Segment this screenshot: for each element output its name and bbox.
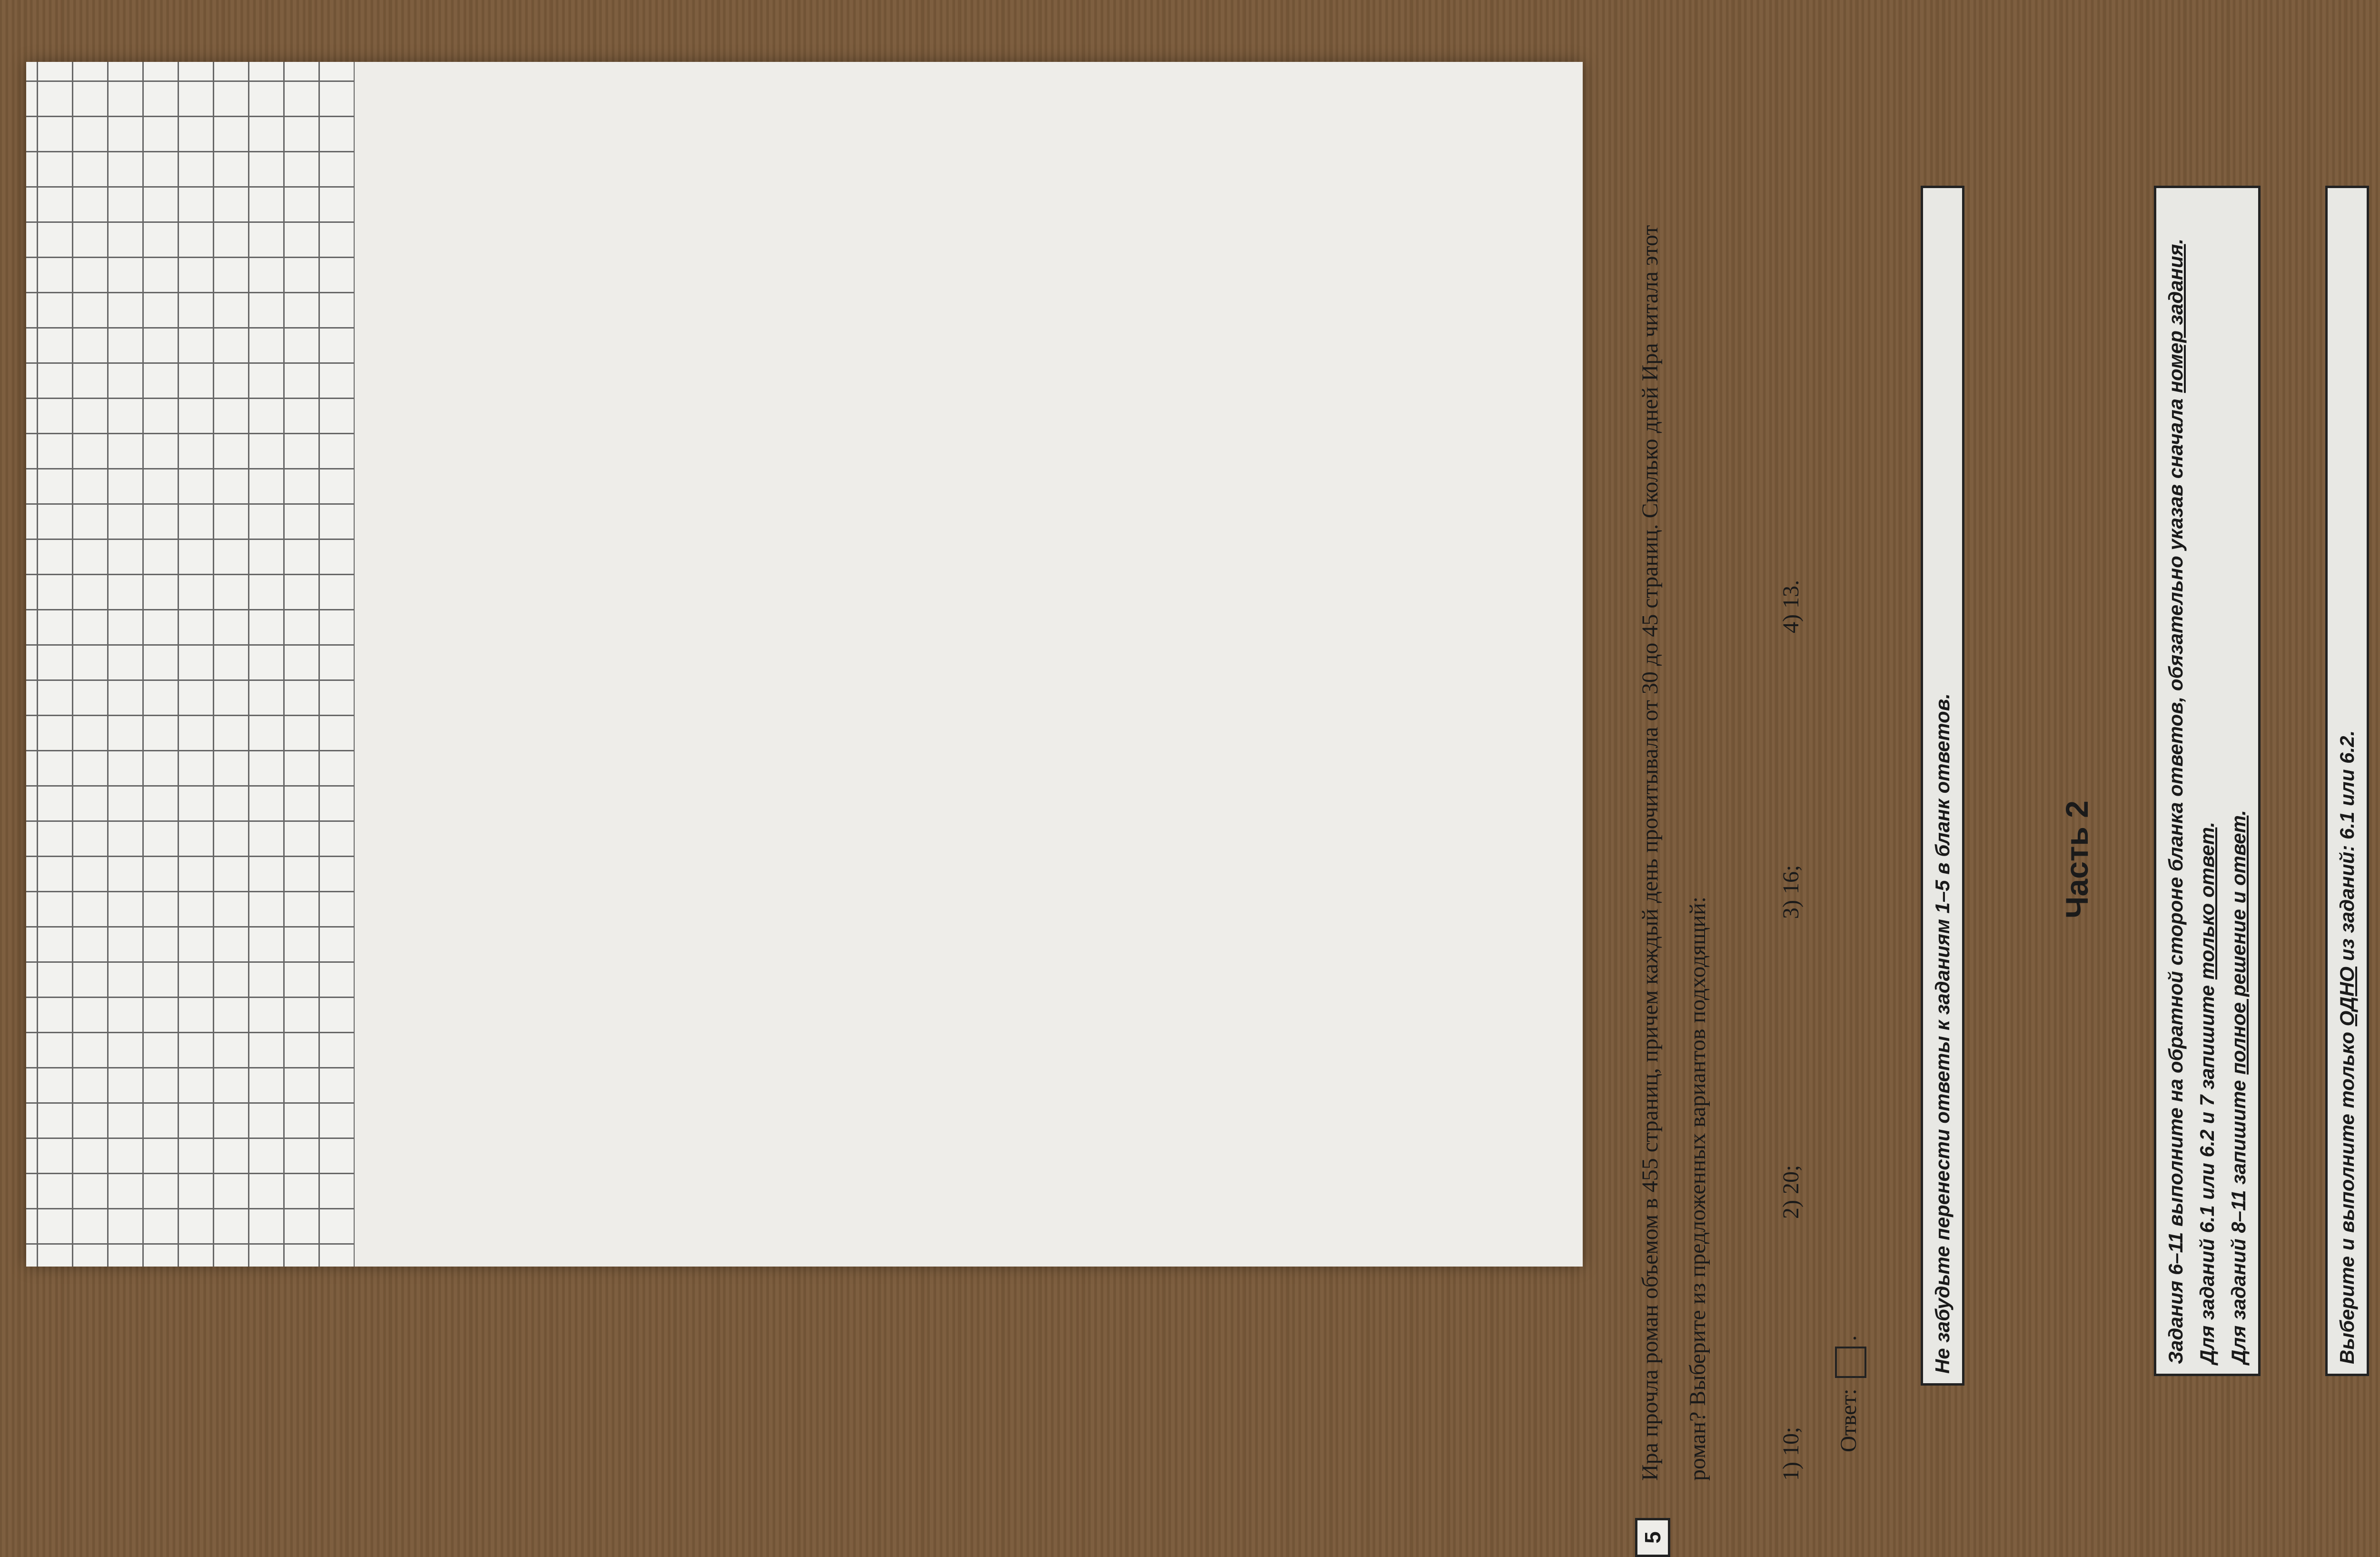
instructions-line-2: Для заданий 6.1 или 6.2 и 7 запишите только ответ. xyxy=(2196,821,2218,1364)
answer-box[interactable] xyxy=(1835,1347,1866,1378)
choose-box xyxy=(2325,186,2369,1376)
answer-tail: . xyxy=(1836,1335,1862,1341)
task-5 xyxy=(1635,162,1902,1557)
answer-label: Ответ: xyxy=(1836,1388,1862,1452)
task-text: Ира прочла роман объемом в 455 страниц, причем каждый день прочитывала от 30 до 45 страниц. Сколько дней Ира читала этот роман? Выберите из предложенных вариантов подходящий: xyxy=(1637,225,1710,1481)
grid-margin xyxy=(26,62,355,1267)
page-content xyxy=(1630,162,2380,1557)
choose-text: Выберите и выполните только ОДНО из заданий: 6.1 или 6.2. xyxy=(2336,730,2358,1364)
reminder-box xyxy=(1921,186,1964,1386)
worksheet-page xyxy=(26,62,2358,1544)
answer-row xyxy=(1835,1335,1866,1452)
task-number: 5 xyxy=(1635,1518,1670,1557)
option-1: 1) 10; xyxy=(1778,1427,1804,1481)
reminder-text: Не забудьте перенести ответы к заданиям 1–5 в бланк ответов. xyxy=(1931,693,1954,1374)
instructions-line-1: Задания 6–11 выполните на обратной стороне бланка ответов, обязательно указав сначала номер задания. xyxy=(2164,238,2187,1364)
instructions-line-3: Для заданий 8–11 запишите полное решение и ответ. xyxy=(2227,810,2250,1364)
option-4: 4) 13. xyxy=(1778,580,1804,633)
option-2: 2) 20; xyxy=(1778,1165,1804,1219)
option-3: 3) 16; xyxy=(1778,865,1804,919)
instructions-box xyxy=(2154,186,2261,1376)
part-title: Часть 2 xyxy=(2059,800,2094,918)
